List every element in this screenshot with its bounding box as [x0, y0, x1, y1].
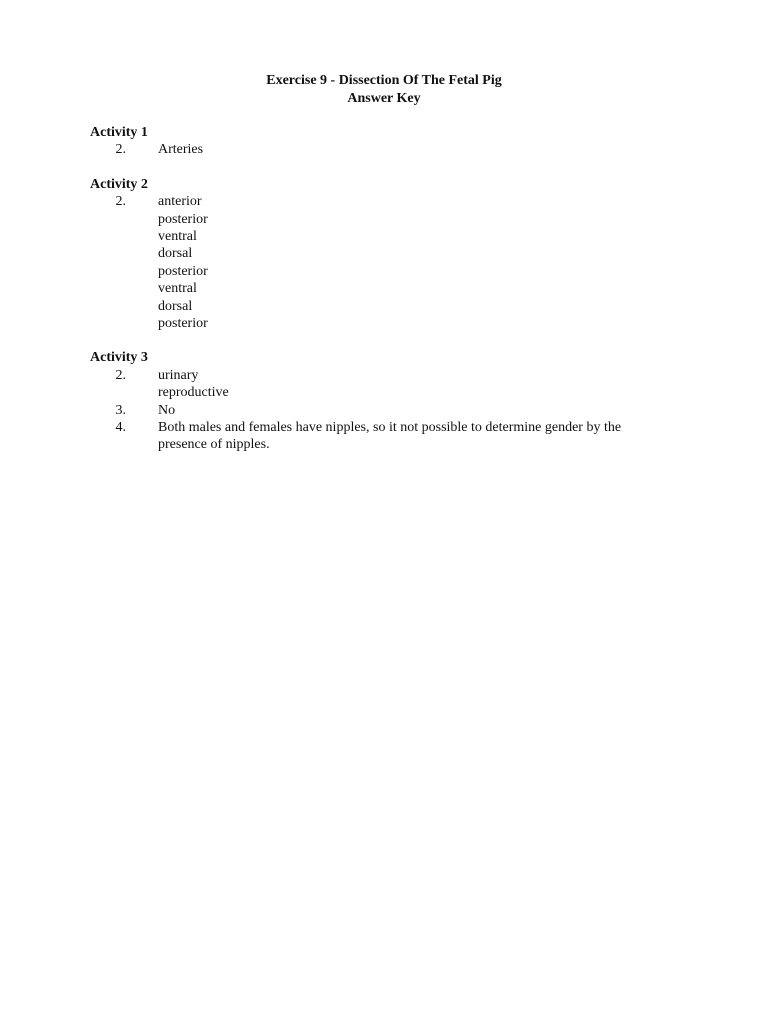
activity-heading: Activity 2	[90, 176, 148, 192]
answer-line: Both males and females have nipples, so it not possible to determine gender by the	[158, 420, 622, 436]
list-item	[90, 367, 690, 402]
title-block	[0, 72, 768, 108]
document-title: Exercise 9 - Dissection Of The Fetal Pig	[266, 73, 502, 88]
answer-line: posterior	[158, 211, 208, 227]
answer-line: presence of nipples.	[158, 437, 270, 453]
answer-line: anterior	[158, 194, 202, 210]
document-subtitle: Answer Key	[347, 91, 421, 106]
activity-heading: Activity 1	[90, 125, 148, 140]
answer-body	[90, 124, 690, 471]
item-answer	[158, 419, 690, 454]
answer-line: dorsal	[158, 298, 193, 314]
item-number: 2.	[115, 142, 126, 158]
answer-line: dorsal	[158, 246, 193, 262]
activity-1	[90, 124, 690, 159]
answer-line: reproductive	[158, 385, 229, 401]
activity-2	[90, 176, 690, 333]
item-answer	[158, 193, 690, 332]
item-number: 2.	[115, 194, 126, 210]
list-item	[90, 402, 690, 419]
answer-line: No	[158, 402, 176, 418]
answer-line: posterior	[158, 263, 208, 279]
list-item	[90, 419, 690, 454]
item-answer	[158, 367, 690, 402]
answer-line: urinary	[158, 367, 199, 383]
item-answer	[158, 402, 690, 419]
item-number: 2.	[115, 367, 126, 383]
list-item	[90, 141, 690, 158]
answer-line: posterior	[158, 316, 208, 332]
answer-line: ventral	[158, 281, 197, 297]
list-item	[90, 193, 690, 332]
item-number: 3.	[115, 402, 126, 418]
item-number: 4.	[115, 420, 126, 436]
activity-3	[90, 349, 690, 453]
item-answer	[158, 141, 690, 158]
answer-line: Arteries	[158, 142, 204, 158]
answer-line: ventral	[158, 229, 197, 244]
activity-heading: Activity 3	[90, 350, 148, 366]
